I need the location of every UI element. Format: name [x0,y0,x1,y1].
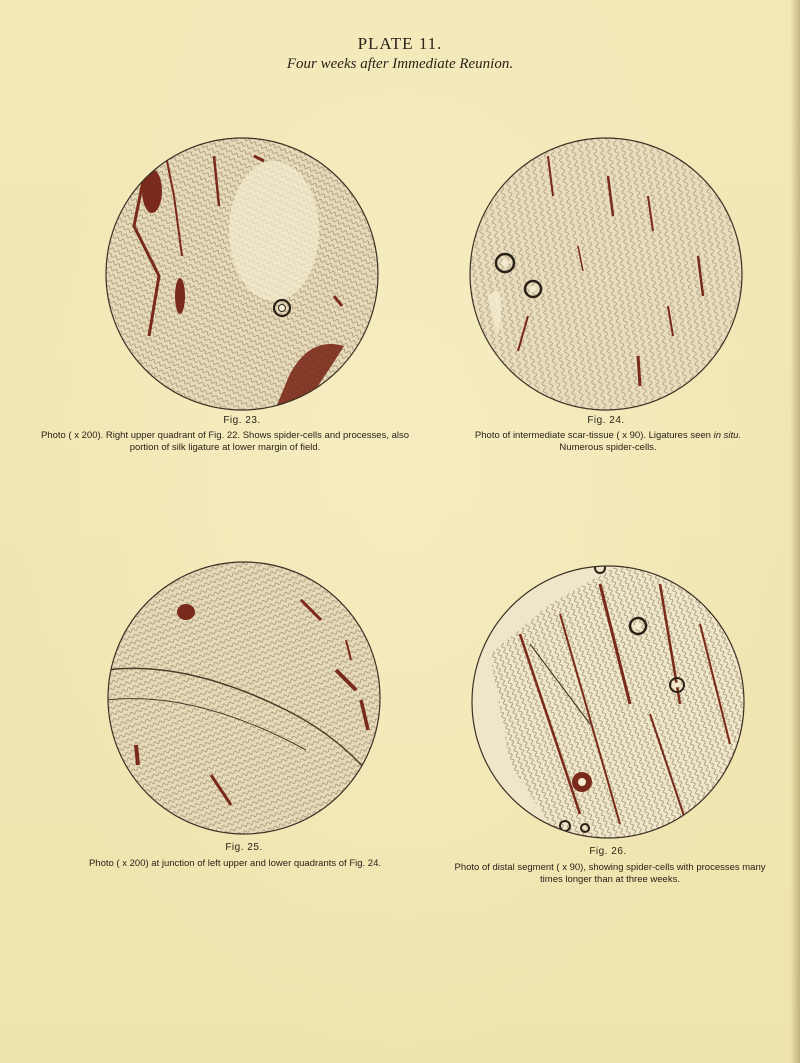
figure-23-micrograph [104,136,380,412]
figure-26-label: Fig. 26. [589,846,627,857]
figure-24-caption-italic: in situ. [713,430,742,441]
figure-26-caption: Photo of distal segment ( x 90), showing spider-cells with processes many times longer than at three weeks. [454,862,766,885]
page-edge-shadow [790,0,800,1063]
figure-25-micrograph [106,560,382,836]
figure-24-label: Fig. 24. [587,415,625,426]
plate-title: PLATE 11. [357,34,443,53]
figure-24-caption-main: Photo of intermediate scar-tissue ( x 90). Ligatures seen [474,430,711,441]
figure-25-caption: Photo ( x 200) at junction of left upper and lower quadrants of Fig. 24. [88,858,382,869]
figure-25-label: Fig. 25. [225,842,263,853]
figure-23-caption: Photo ( x 200). Right upper quadrant of Fig. 22. Shows spider-cells and processes, also portion of silk ligature at lower margin of field. [40,430,410,453]
figure-23-label: Fig. 23. [223,415,261,426]
figure-24-caption-tail: Numerous spider-cells. [559,441,657,453]
figure-26-micrograph [470,564,746,840]
figure-24-micrograph [468,136,744,412]
figure-24-caption [448,430,768,453]
plate-subtitle: Four weeks after Immediate Reunion. [286,56,514,72]
